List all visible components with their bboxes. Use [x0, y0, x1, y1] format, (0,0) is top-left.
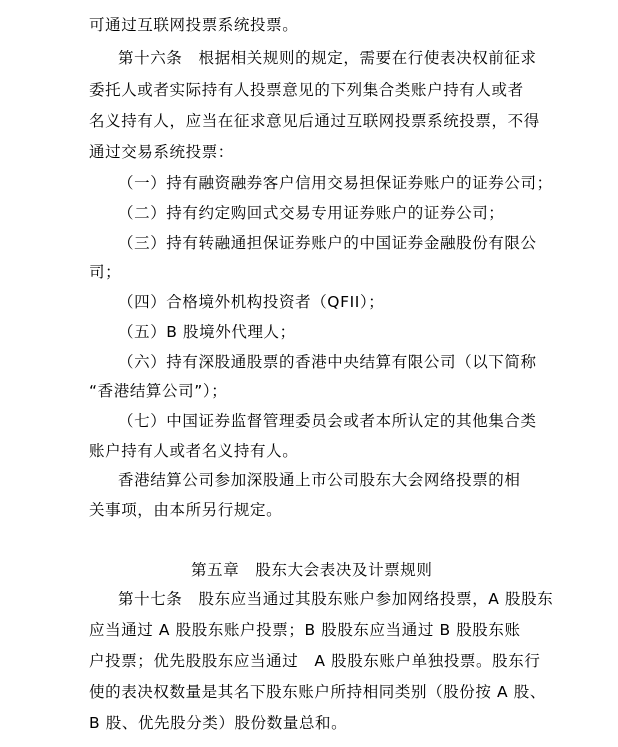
- paragraph-line: 香港结算公司参加深股通上市公司股东大会网络投票的相: [118, 471, 521, 489]
- list-item-5: （五）B 股境外代理人；: [118, 323, 296, 341]
- list-item-4: （四）合格境外机构投资者（QFII）；: [118, 293, 385, 311]
- text-line: 账户持有人或者名义持有人。: [89, 442, 299, 460]
- list-item-2: （二）持有约定购回式交易专用证券账户的证券公司；: [118, 204, 505, 222]
- chapter-heading: 第五章 股东大会表决及计票规则: [191, 561, 433, 579]
- text-line: 应当通过 A 股股东账户投票；B 股股东应当通过 B 股股东账: [89, 621, 521, 639]
- text-line: 名义持有人，应当在征求意见后通过互联网投票系统投票，不得: [89, 112, 540, 130]
- list-item-7: （七）中国证券监督管理委员会或者本所认定的其他集合类: [118, 412, 537, 430]
- text-line: 通过交易系统投票：: [89, 143, 234, 161]
- text-line: 使的表决权数量是其名下股东账户所持相同类别（股份按 A 股、: [89, 683, 546, 701]
- text-line: 关事项，由本所另行规定。: [89, 501, 283, 519]
- text-line: “香港结算公司”）；: [89, 382, 228, 400]
- article-17-line: 第十七条 股东应当通过其股东账户参加网络投票，A 股股东: [118, 590, 554, 608]
- text-line: 户投票；优先股股东应当通过 A 股股东账户单独投票。股东行: [89, 652, 541, 670]
- list-item-6: （六）持有深股通股票的香港中央结算有限公司（以下简称: [118, 353, 537, 371]
- text-line: 司；: [89, 263, 122, 281]
- list-item-3: （三）持有转融通担保证券账户的中国证券金融股份有限公: [118, 234, 537, 252]
- text-line: B 股、优先股分类）股份数量总和。: [89, 714, 348, 732]
- list-item-1: （一）持有融资融券客户信用交易担保证券账户的证券公司；: [118, 174, 553, 192]
- text-line: 委托人或者实际持有人投票意见的下列集合类账户持有人或者: [89, 81, 524, 99]
- text-line: 可通过互联网投票系统投票。: [89, 16, 299, 34]
- article-16-line: 第十六条 根据相关规则的规定，需要在行使表决权前征求: [118, 49, 537, 67]
